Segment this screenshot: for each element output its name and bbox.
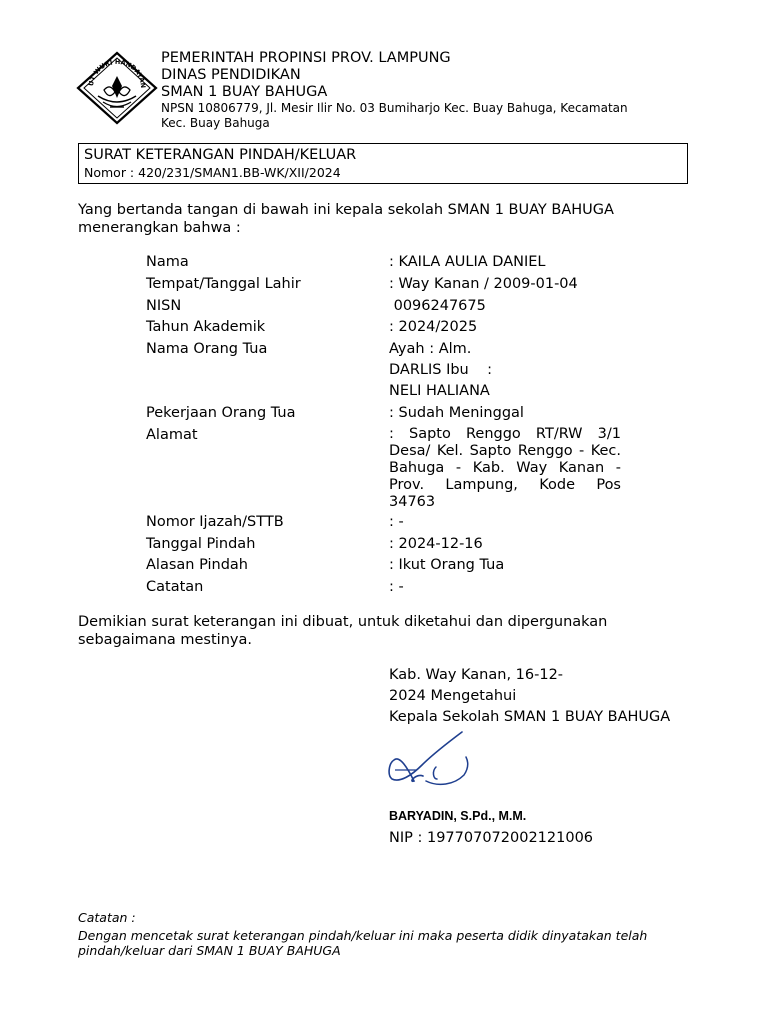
label-tahun-akademik: Tahun Akademik: [146, 319, 266, 335]
label-nama: Nama: [146, 254, 189, 270]
handwritten-signature: [386, 729, 476, 801]
value-ttl: : Way Kanan / 2009-01-04: [389, 276, 578, 292]
value-tanggal-pindah: : 2024-12-16: [389, 536, 483, 552]
label-nomor-ijazah: Nomor Ijazah/STTB: [146, 514, 284, 530]
label-pekerjaan-orang-tua: Pekerjaan Orang Tua: [146, 405, 296, 421]
value-alamat: : Sapto Renggo RT/RW 3/1 Desa/ Kel. Sapto Renggo - Kec. Bahuga - Kab. Way Kanan - Prov. Lampung, Kode Pos 34763: [389, 426, 621, 510]
value-ortu-ayah: Ayah : Alm.: [389, 341, 472, 357]
value-pekerjaan-orang-tua: : Sudah Meninggal: [389, 405, 524, 421]
signature-place-date: Kab. Way Kanan, 16-12-: [389, 667, 564, 683]
signatory-nip: NIP : 197707072002121006: [389, 830, 594, 846]
label-ttl: Tempat/Tanggal Lahir: [146, 276, 301, 292]
header-government: PEMERINTAH PROPINSI PROV. LAMPUNG: [161, 50, 451, 66]
label-nisn: NISN: [146, 298, 182, 314]
value-nama: : KAILA AULIA DANIEL: [389, 254, 546, 270]
signature-position: Kepala Sekolah SMAN 1 BUAY BAHUGA: [389, 709, 671, 725]
value-catatan: : -: [389, 579, 404, 595]
value-tahun-akademik: : 2024/2025: [389, 319, 478, 335]
header-address-1: NPSN 10806779, Jl. Mesir Ilir No. 03 Bumiharjo Kec. Buay Bahuga, Kecamatan: [161, 101, 628, 115]
value-ortu-ibu: NELI HALIANA: [389, 383, 490, 399]
value-alasan-pindah: : Ikut Orang Tua: [389, 557, 505, 573]
document-number: Nomor : 420/231/SMAN1.BB-WK/XII/2024: [84, 165, 341, 180]
label-alamat: Alamat: [146, 427, 198, 443]
title-box: [78, 143, 688, 184]
signatory-name: BARYADIN, S.Pd., M.M.: [389, 809, 527, 823]
value-ortu-ibu-label: DARLIS Ibu :: [389, 362, 493, 378]
value-nisn: 0096247675: [389, 298, 486, 314]
header-department: DINAS PENDIDIKAN: [161, 67, 301, 83]
signature-place-date-2: 2024 Mengetahui: [389, 688, 517, 704]
value-nomor-ijazah: : -: [389, 514, 404, 530]
school-logo: [76, 50, 158, 126]
footnote-heading: Catatan :: [78, 910, 136, 925]
document-title: SURAT KETERANGAN PINDAH/KELUAR: [84, 147, 357, 163]
intro-paragraph: Yang bertanda tangan di bawah ini kepala sekolah SMAN 1 BUAY BAHUGA menerangkan bahwa :: [78, 202, 614, 236]
label-alasan-pindah: Alasan Pindah: [146, 557, 248, 573]
footnote-text: Dengan mencetak surat keterangan pindah/keluar ini maka peserta didik dinyatakan telah pindah/keluar dari SMAN 1 BUAY BAHUGA: [78, 928, 648, 958]
label-catatan: Catatan: [146, 579, 204, 595]
header-address-2: Kec. Buay Bahuga: [161, 116, 270, 130]
label-tanggal-pindah: Tanggal Pindah: [146, 536, 256, 552]
header-school-name: SMAN 1 BUAY BAHUGA: [161, 84, 328, 100]
logo-motto: UT WURI HANDAYAN: [87, 57, 148, 89]
closing-paragraph: Demikian surat keterangan ini dibuat, untuk diketahui dan dipergunakan sebagaimana mestinya.: [78, 614, 608, 648]
label-nama-orang-tua: Nama Orang Tua: [146, 341, 268, 357]
